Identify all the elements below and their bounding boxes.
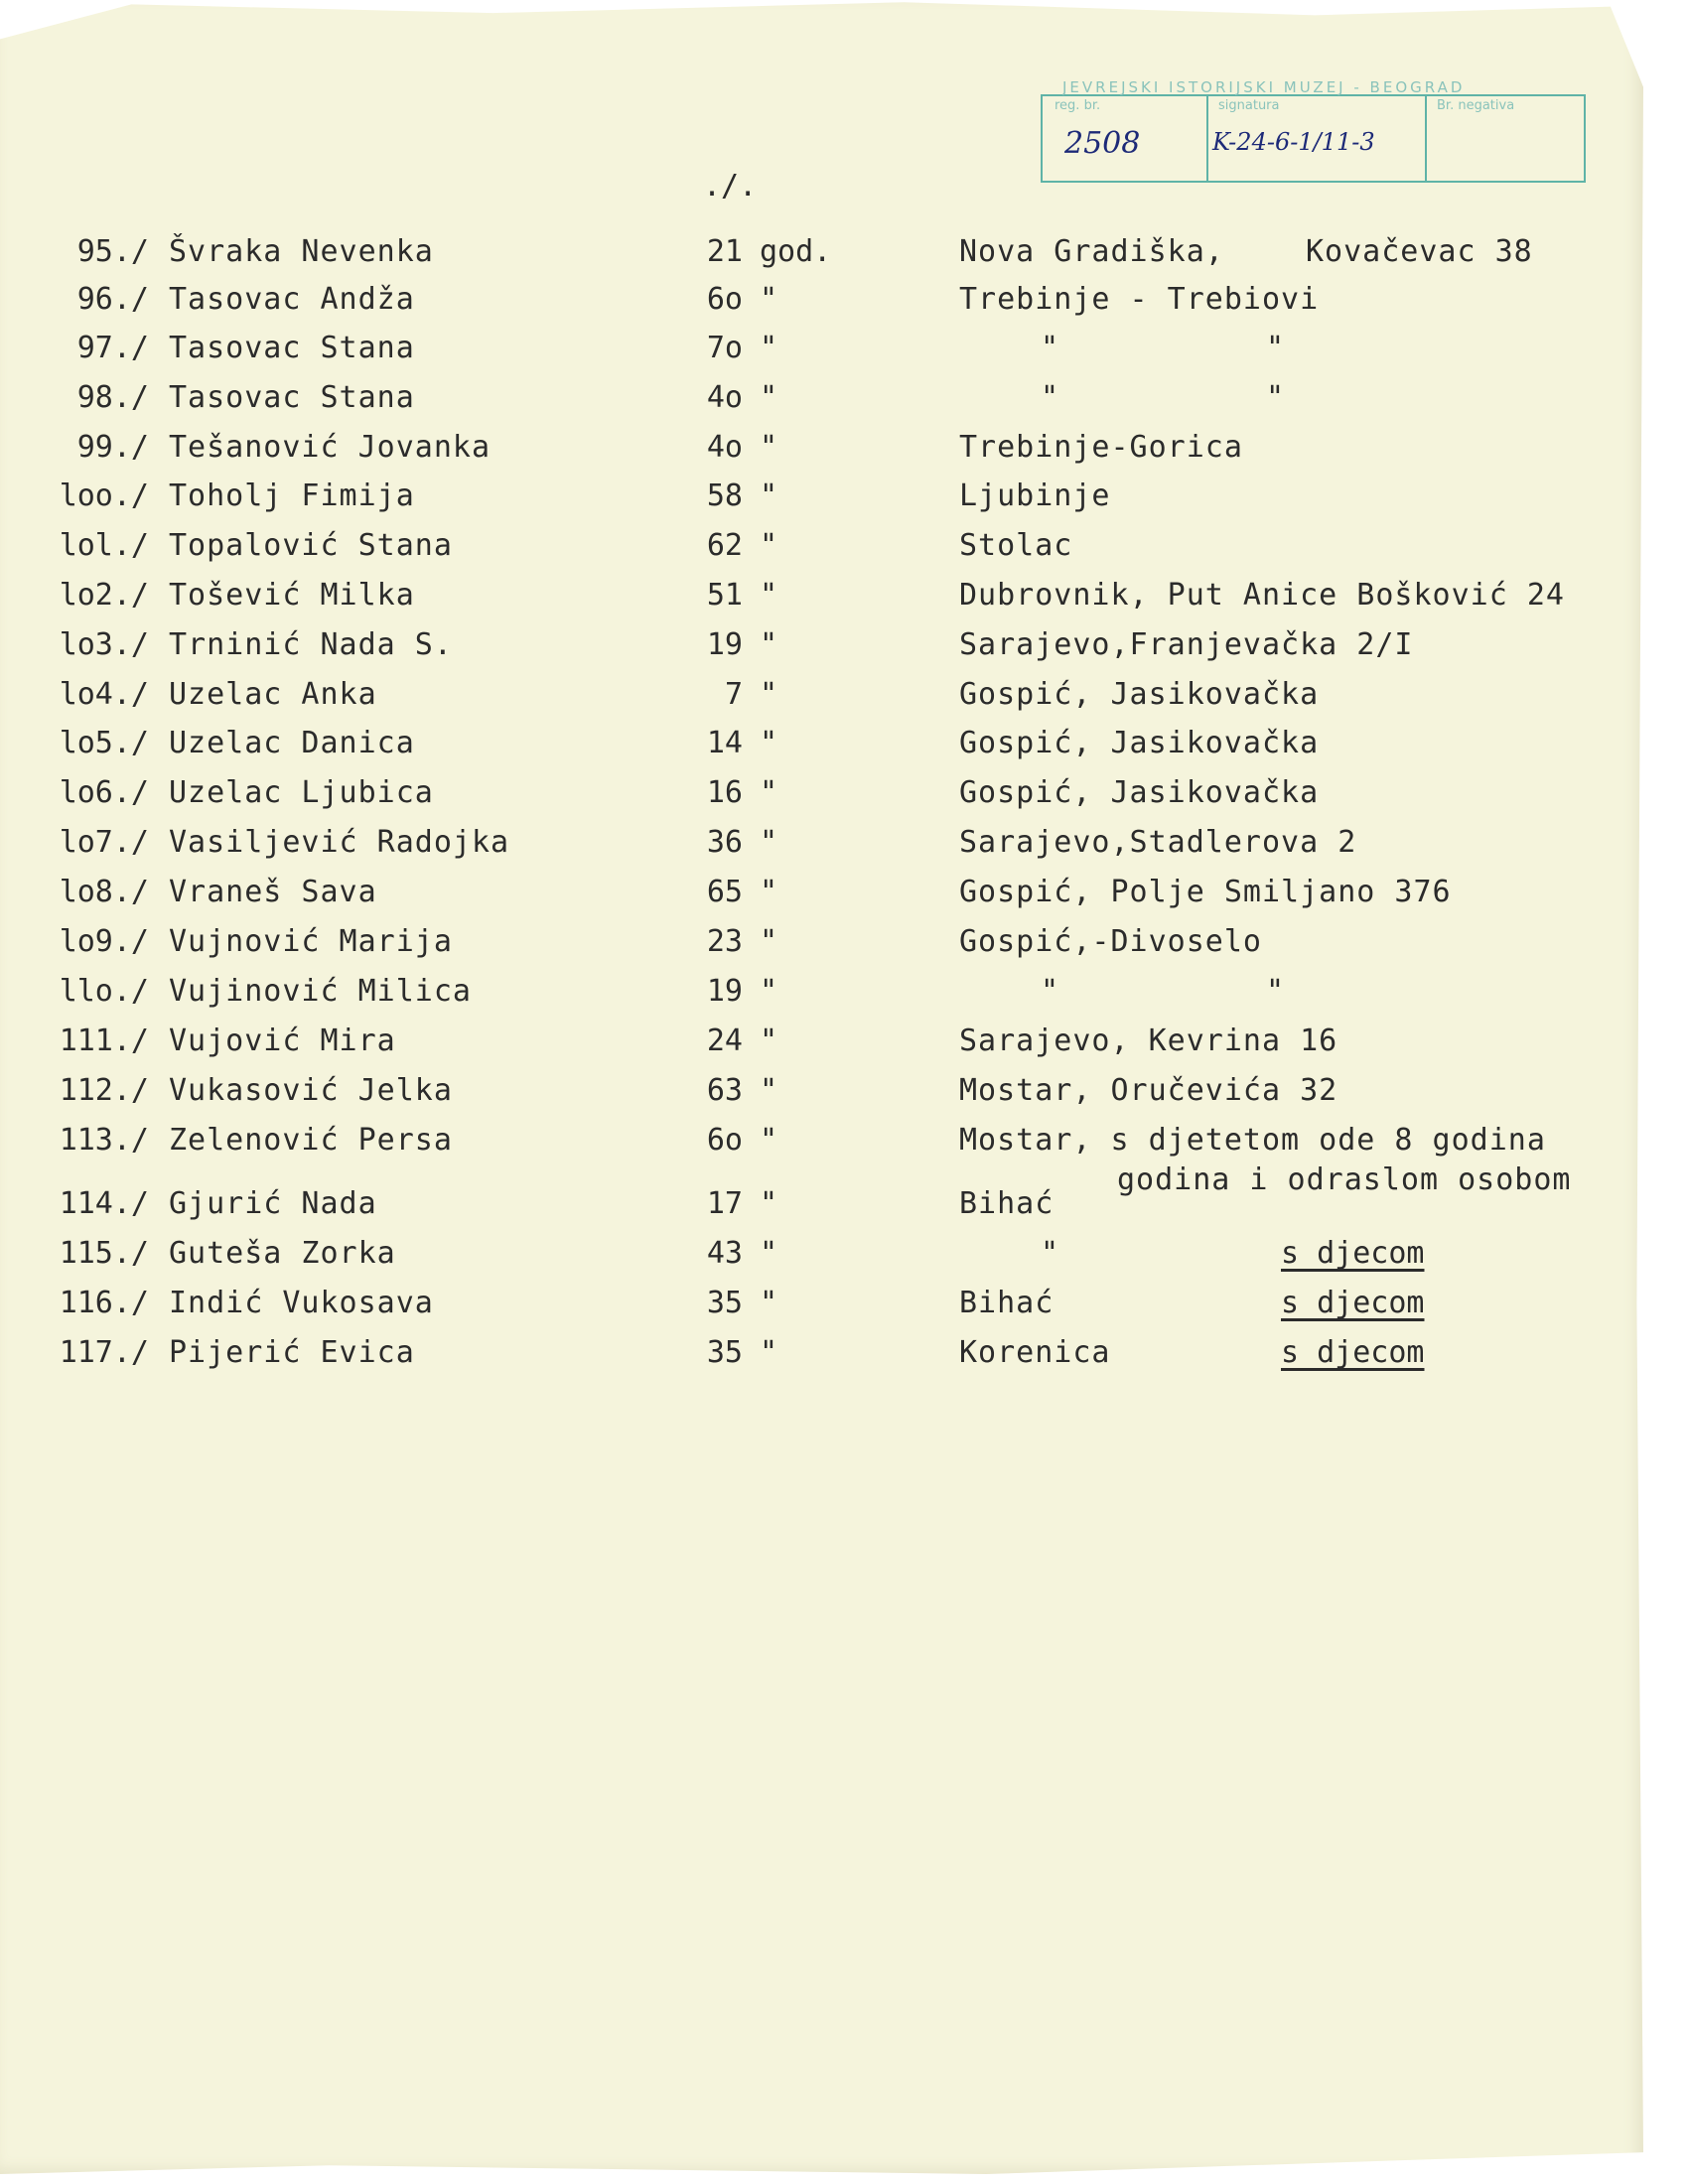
list-row — [0, 875, 1643, 924]
place-detail: " — [1266, 380, 1286, 415]
person-name: Indić Vukosava — [169, 1286, 434, 1320]
companion-note: s djecom — [1281, 1236, 1425, 1271]
place-continuation: godina i odraslom osobom — [1117, 1162, 1572, 1197]
entry-number: llo./ — [59, 974, 149, 1009]
entry-number: lo2./ — [59, 578, 149, 613]
person-name: Trninić Nada S. — [169, 627, 453, 662]
entry-number: 97./ — [76, 331, 149, 365]
age-unit: " — [760, 528, 778, 563]
age-unit: " — [760, 1236, 778, 1271]
list-row — [0, 528, 1643, 578]
stamp-label: Br. negativa — [1437, 98, 1515, 113]
age-value: 62 — [706, 528, 743, 563]
entry-number: loo./ — [59, 478, 149, 513]
place-of-origin: Sarajevo,Franjevačka 2/I — [959, 627, 1414, 662]
age-unit: " — [760, 380, 778, 415]
stamp-label: reg. br. — [1055, 98, 1101, 113]
stamp-label: signatura — [1218, 98, 1280, 113]
archive-stamp — [1041, 78, 1586, 183]
age-value: 43 — [706, 1236, 743, 1271]
person-name: Uzelac Danica — [169, 726, 415, 760]
age-value: 36 — [706, 825, 743, 860]
list-row — [0, 924, 1643, 974]
place-detail: " — [1266, 974, 1286, 1009]
list-row — [0, 1123, 1643, 1197]
list-row — [0, 825, 1643, 875]
place-detail: Kovačevac 38 — [1306, 234, 1533, 269]
entry-number: 113./ — [59, 1123, 149, 1158]
list-row — [0, 677, 1643, 727]
place-of-origin: Gospić, Jasikovačka — [959, 726, 1320, 760]
place-of-origin: Gospić, Polje Smiljano 376 — [959, 875, 1452, 909]
place-of-origin: Gospić,-Divoselo — [959, 924, 1262, 959]
age-value: 17 — [706, 1186, 743, 1221]
age-value: 58 — [706, 478, 743, 513]
person-name: Pijerić Evica — [169, 1335, 415, 1370]
stamp-signature-value: K-24-6-1/11-3 — [1212, 128, 1375, 156]
list-row — [0, 380, 1643, 430]
place-of-origin: " — [1041, 331, 1060, 365]
age-unit: " — [760, 478, 778, 513]
place-of-origin: Sarajevo,Stadlerova 2 — [959, 825, 1357, 860]
entry-number: lo7./ — [59, 825, 149, 860]
person-name: Topalović Stana — [169, 528, 453, 563]
age-unit: " — [760, 974, 778, 1009]
age-value: 4o — [706, 380, 743, 415]
person-name: Tešanović Jovanka — [169, 430, 492, 465]
list-row — [0, 430, 1643, 479]
list-row — [0, 1335, 1643, 1385]
person-name: Vujović Mira — [169, 1024, 396, 1058]
person-name: Vasiljević Radojka — [169, 825, 510, 860]
place-of-origin: Mostar, s djetetom ode 8 godina — [959, 1123, 1546, 1158]
entry-number: 117./ — [59, 1335, 149, 1370]
person-name: Vujinović Milica — [169, 974, 472, 1009]
age-unit: " — [760, 1286, 778, 1320]
person-name: Tošević Milka — [169, 578, 415, 613]
list-row — [0, 775, 1643, 825]
entry-number: lol./ — [59, 528, 149, 563]
person-name: Vukasović Jelka — [169, 1073, 453, 1108]
list-row — [0, 331, 1643, 380]
list-row — [0, 1236, 1643, 1286]
age-unit: god. — [760, 234, 832, 269]
entry-number: lo8./ — [59, 875, 149, 909]
place-of-origin: Stolac — [959, 528, 1073, 563]
place-of-origin: Trebinje-Gorica — [959, 430, 1243, 465]
entry-number: lo6./ — [59, 775, 149, 810]
age-unit: " — [760, 282, 778, 317]
stamp-reg-value: 2508 — [1064, 126, 1141, 161]
person-name: Tasovac Stana — [169, 380, 415, 415]
entry-number: 98./ — [76, 380, 149, 415]
person-name: Vraneš Sava — [169, 875, 377, 909]
age-value: 35 — [706, 1286, 743, 1320]
person-name: Zelenović Persa — [169, 1123, 453, 1158]
person-name: Švraka Nevenka — [169, 234, 434, 269]
entry-number: 96./ — [76, 282, 149, 317]
place-of-origin: Bihać — [959, 1286, 1055, 1320]
place-of-origin: " — [1041, 1236, 1060, 1271]
stamp-cell-reg — [1043, 96, 1208, 181]
age-unit: " — [760, 627, 778, 662]
age-value: 14 — [706, 726, 743, 760]
age-value: 65 — [706, 875, 743, 909]
age-unit: " — [760, 825, 778, 860]
list-row — [0, 627, 1643, 677]
list-row — [0, 1286, 1643, 1335]
companion-note: s djecom — [1281, 1335, 1425, 1370]
age-unit: " — [760, 1024, 778, 1058]
list-row — [0, 578, 1643, 627]
age-unit: " — [760, 430, 778, 465]
age-value: 7o — [706, 331, 743, 365]
stamp-cell-signature — [1206, 96, 1427, 181]
age-value: 23 — [706, 924, 743, 959]
age-value: 6o — [706, 1123, 743, 1158]
list-row — [0, 234, 1643, 284]
age-unit: " — [760, 1186, 778, 1221]
entry-number: lo5./ — [59, 726, 149, 760]
entry-number: 116./ — [59, 1286, 149, 1320]
age-value: 51 — [706, 578, 743, 613]
person-name: Toholj Fimija — [169, 478, 415, 513]
age-value: 6o — [706, 282, 743, 317]
place-of-origin: Mostar, Oručevića 32 — [959, 1073, 1338, 1108]
place-detail: " — [1266, 331, 1286, 365]
age-unit: " — [760, 875, 778, 909]
place-of-origin: Nova Gradiška, — [959, 234, 1224, 269]
age-value: 24 — [706, 1024, 743, 1058]
place-of-origin: " — [1041, 974, 1060, 1009]
entry-number: 99./ — [76, 430, 149, 465]
person-name: Guteša Zorka — [169, 1236, 396, 1271]
companion-note: s djecom — [1281, 1286, 1425, 1320]
entry-number: 111./ — [59, 1024, 149, 1058]
age-value: 21 — [706, 234, 743, 269]
list-row — [0, 478, 1643, 528]
age-value: 16 — [706, 775, 743, 810]
place-of-origin: Gospić, Jasikovačka — [959, 677, 1320, 712]
age-unit: " — [760, 1073, 778, 1108]
age-unit: " — [760, 924, 778, 959]
entry-number: 95./ — [76, 234, 149, 269]
person-name: Vujnović Marija — [169, 924, 453, 959]
person-name: Uzelac Ljubica — [169, 775, 434, 810]
place-of-origin: Ljubinje — [959, 478, 1111, 513]
age-unit: " — [760, 331, 778, 365]
place-of-origin: Korenica — [959, 1335, 1111, 1370]
age-value: 19 — [706, 974, 743, 1009]
age-value: 63 — [706, 1073, 743, 1108]
person-name: Tasovac Stana — [169, 331, 415, 365]
person-name: Gjurić Nada — [169, 1186, 377, 1221]
age-value: 19 — [706, 627, 743, 662]
entry-number: 114./ — [59, 1186, 149, 1221]
age-unit: " — [760, 775, 778, 810]
place-of-origin: " — [1041, 380, 1060, 415]
page-marker: ./. — [703, 169, 758, 204]
age-unit: " — [760, 677, 778, 712]
age-unit: " — [760, 1123, 778, 1158]
person-name: Tasovac Andža — [169, 282, 415, 317]
entry-number: 112./ — [59, 1073, 149, 1108]
entry-number: lo3./ — [59, 627, 149, 662]
place-of-origin: Trebinje - Trebiovi — [959, 282, 1320, 317]
list-row — [0, 1024, 1643, 1073]
place-of-origin: Bihać — [959, 1186, 1055, 1221]
entry-number: lo9./ — [59, 924, 149, 959]
list-row — [0, 726, 1643, 775]
stamp-cell-negative — [1425, 96, 1582, 181]
place-of-origin: Gospić, Jasikovačka — [959, 775, 1320, 810]
person-name: Uzelac Anka — [169, 677, 377, 712]
age-value: 4o — [706, 430, 743, 465]
list-row — [0, 974, 1643, 1024]
place-of-origin: Sarajevo, Kevrina 16 — [959, 1024, 1338, 1058]
list-row — [0, 282, 1643, 332]
age-value: 35 — [706, 1335, 743, 1370]
age-unit: " — [760, 726, 778, 760]
list-row — [0, 1073, 1643, 1123]
age-unit: " — [760, 578, 778, 613]
stamp-header: JEVREJSKI ISTORIJSKI MUZEJ - BEOGRAD — [1062, 78, 1466, 96]
entry-number: 115./ — [59, 1236, 149, 1271]
list-row — [0, 1186, 1643, 1236]
place-of-origin: Dubrovnik, Put Anice Bošković 24 — [959, 578, 1565, 613]
age-unit: " — [760, 1335, 778, 1370]
age-value: 7 — [724, 677, 743, 712]
entry-number: lo4./ — [59, 677, 149, 712]
